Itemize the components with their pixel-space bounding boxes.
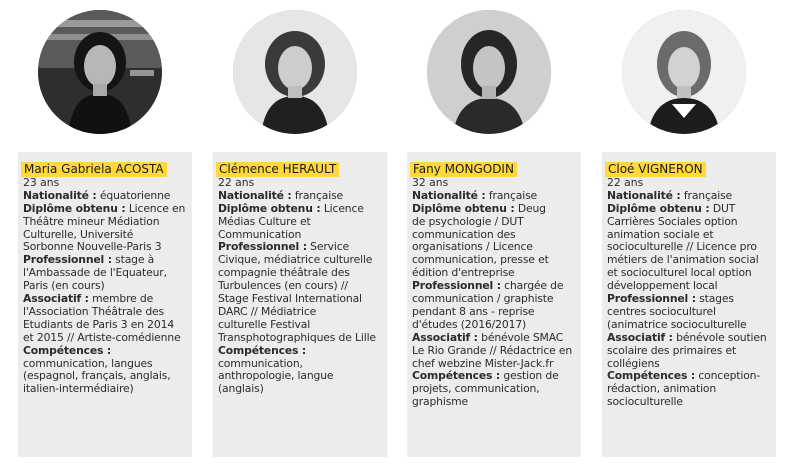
profile-name: Clémence HERAULT <box>216 162 339 177</box>
profile-card <box>18 152 192 457</box>
professional-text: compagnie théâtrale des <box>218 266 350 280</box>
diploma-text: métiers de l'animation social <box>607 253 759 267</box>
associative-text: scolaire des primaires et <box>607 343 737 357</box>
profile-mongodin <box>407 0 581 471</box>
associative-label: Associatif : <box>23 292 89 306</box>
nationality-value: française <box>680 188 733 202</box>
skills-text: communication, langues <box>23 356 153 370</box>
profile-name: Maria Gabriela ACOSTA <box>21 162 167 177</box>
diploma-text: DUT <box>709 201 736 215</box>
portrait-photo <box>427 10 551 134</box>
professional-text: Stage Festival International <box>218 292 362 306</box>
profile-name: Fany MONGODIN <box>410 162 517 177</box>
profile-vigneron <box>602 0 776 471</box>
associative-text: collégiens <box>607 356 660 370</box>
skills-text: (anglais) <box>218 382 264 396</box>
professional-text: stage à <box>111 253 155 267</box>
associative-label: Associatif : <box>607 330 673 344</box>
diploma-text: Licence <box>320 201 364 215</box>
diploma-label: Diplôme obtenu : <box>607 201 710 215</box>
nationality-label: Nationalité : <box>23 188 97 202</box>
professional-text: Transphotographiques de Lille <box>218 330 376 344</box>
associative-text: l'Association Théâtrale des <box>23 304 165 318</box>
diploma-text: organisations / Licence <box>412 240 533 254</box>
skills-text: rédaction, animation <box>607 382 717 396</box>
skills-label: Compétences : <box>607 369 696 383</box>
portrait-photo <box>622 10 746 134</box>
professional-text: communication / graphiste <box>412 292 554 306</box>
nationality-value: équatorienne <box>96 188 171 202</box>
profile-age: 32 ans <box>412 176 449 189</box>
diploma-text: communication des <box>412 227 516 241</box>
professional-text: centres socioculturel <box>607 304 716 318</box>
portrait-photo <box>38 10 162 134</box>
nationality-label: Nationalité : <box>607 188 681 202</box>
skills-label: Compétences : <box>23 343 112 357</box>
profile-age: 22 ans <box>218 176 255 189</box>
associative-text: bénévole SMAC <box>477 330 564 344</box>
nationality-value: française <box>291 188 344 202</box>
profile-card <box>407 152 581 457</box>
nationality-label: Nationalité : <box>218 188 292 202</box>
profile-herault <box>213 0 387 471</box>
diploma-text: développement local <box>607 279 718 293</box>
associative-label: Associatif : <box>412 330 478 344</box>
skills-text: italien-intermédiaire) <box>23 382 134 396</box>
diploma-text: de psychologie / DUT <box>412 214 524 228</box>
professional-text: Paris (en cours) <box>23 279 105 293</box>
skills-text: projets, communication, <box>412 382 540 396</box>
skills-label: Compétences : <box>218 343 307 357</box>
diploma-label: Diplôme obtenu : <box>412 201 515 215</box>
diploma-text: Communication <box>218 227 302 241</box>
profile-card <box>602 152 776 457</box>
professional-text: stages <box>695 292 734 306</box>
professional-label: Professionnel : <box>607 292 696 306</box>
diploma-text: et socioculturel local option <box>607 266 752 280</box>
nationality-value: française <box>485 188 538 202</box>
professional-text: Turbulences (en cours) // <box>218 279 348 293</box>
professional-text: l'Ambassade de l'Equateur, <box>23 266 167 280</box>
skills-text: communication, <box>218 356 303 370</box>
professional-text: Service <box>306 240 350 254</box>
diploma-label: Diplôme obtenu : <box>23 201 126 215</box>
diploma-text: Licence en <box>125 201 186 215</box>
diploma-text: Médias Culture et <box>218 214 311 228</box>
associative-text: Etudiants de Paris 3 en 2014 <box>23 317 175 331</box>
profile-name: Cloé VIGNERON <box>605 162 706 177</box>
diploma-text: socioculturelle // Licence pro <box>607 240 757 254</box>
professional-label: Professionnel : <box>412 279 501 293</box>
professional-text: chargée de <box>500 279 564 293</box>
associative-text: membre de <box>88 292 154 306</box>
professional-label: Professionnel : <box>23 253 112 267</box>
portrait-photo <box>233 10 357 134</box>
skills-text: (espagnol, français, anglais, <box>23 369 171 383</box>
diploma-text: Théâtre mineur Médiation <box>23 214 160 228</box>
diploma-text: communication, presse et <box>412 253 549 267</box>
professional-text: pendant 8 ans - reprise <box>412 304 535 318</box>
professional-text: Civique, médiatrice culturelle <box>218 253 373 267</box>
diploma-label: Diplôme obtenu : <box>218 201 321 215</box>
associative-text: bénévole soutien <box>672 330 767 344</box>
profile-acosta <box>18 0 192 471</box>
skills-text: gestion de <box>500 369 559 383</box>
skills-text: graphisme <box>412 395 469 409</box>
professional-text: d'études (2016/2017) <box>412 317 527 331</box>
associative-text: Le Rio Grande // Rédactrice en <box>412 343 573 357</box>
diploma-text: Carrières Sociales option <box>607 214 738 228</box>
profile-age: 22 ans <box>607 176 644 189</box>
profile-age: 23 ans <box>23 176 60 189</box>
diploma-text: Sorbonne Nouvelle-Paris 3 <box>23 240 162 254</box>
professional-text: culturelle Festival <box>218 317 311 331</box>
diploma-text: Culturelle, Université <box>23 227 134 241</box>
professional-text: DARC // Médiatrice <box>218 304 317 318</box>
professional-label: Professionnel : <box>218 240 307 254</box>
nationality-label: Nationalité : <box>412 188 486 202</box>
skills-text: conception- <box>695 369 761 383</box>
diploma-text: Deug <box>514 201 546 215</box>
diploma-text: animation sociale et <box>607 227 714 241</box>
skills-label: Compétences : <box>412 369 501 383</box>
associative-text: et 2015 // Artiste-comédienne <box>23 330 181 344</box>
skills-text: anthropologie, langue <box>218 369 334 383</box>
diploma-text: édition d'entreprise <box>412 266 515 280</box>
professional-text: (animatrice socioculturelle <box>607 317 747 331</box>
skills-text: socioculturelle <box>607 395 683 409</box>
profile-card <box>213 152 387 457</box>
associative-text: chef webzine Mister-Jack.fr <box>412 356 554 370</box>
